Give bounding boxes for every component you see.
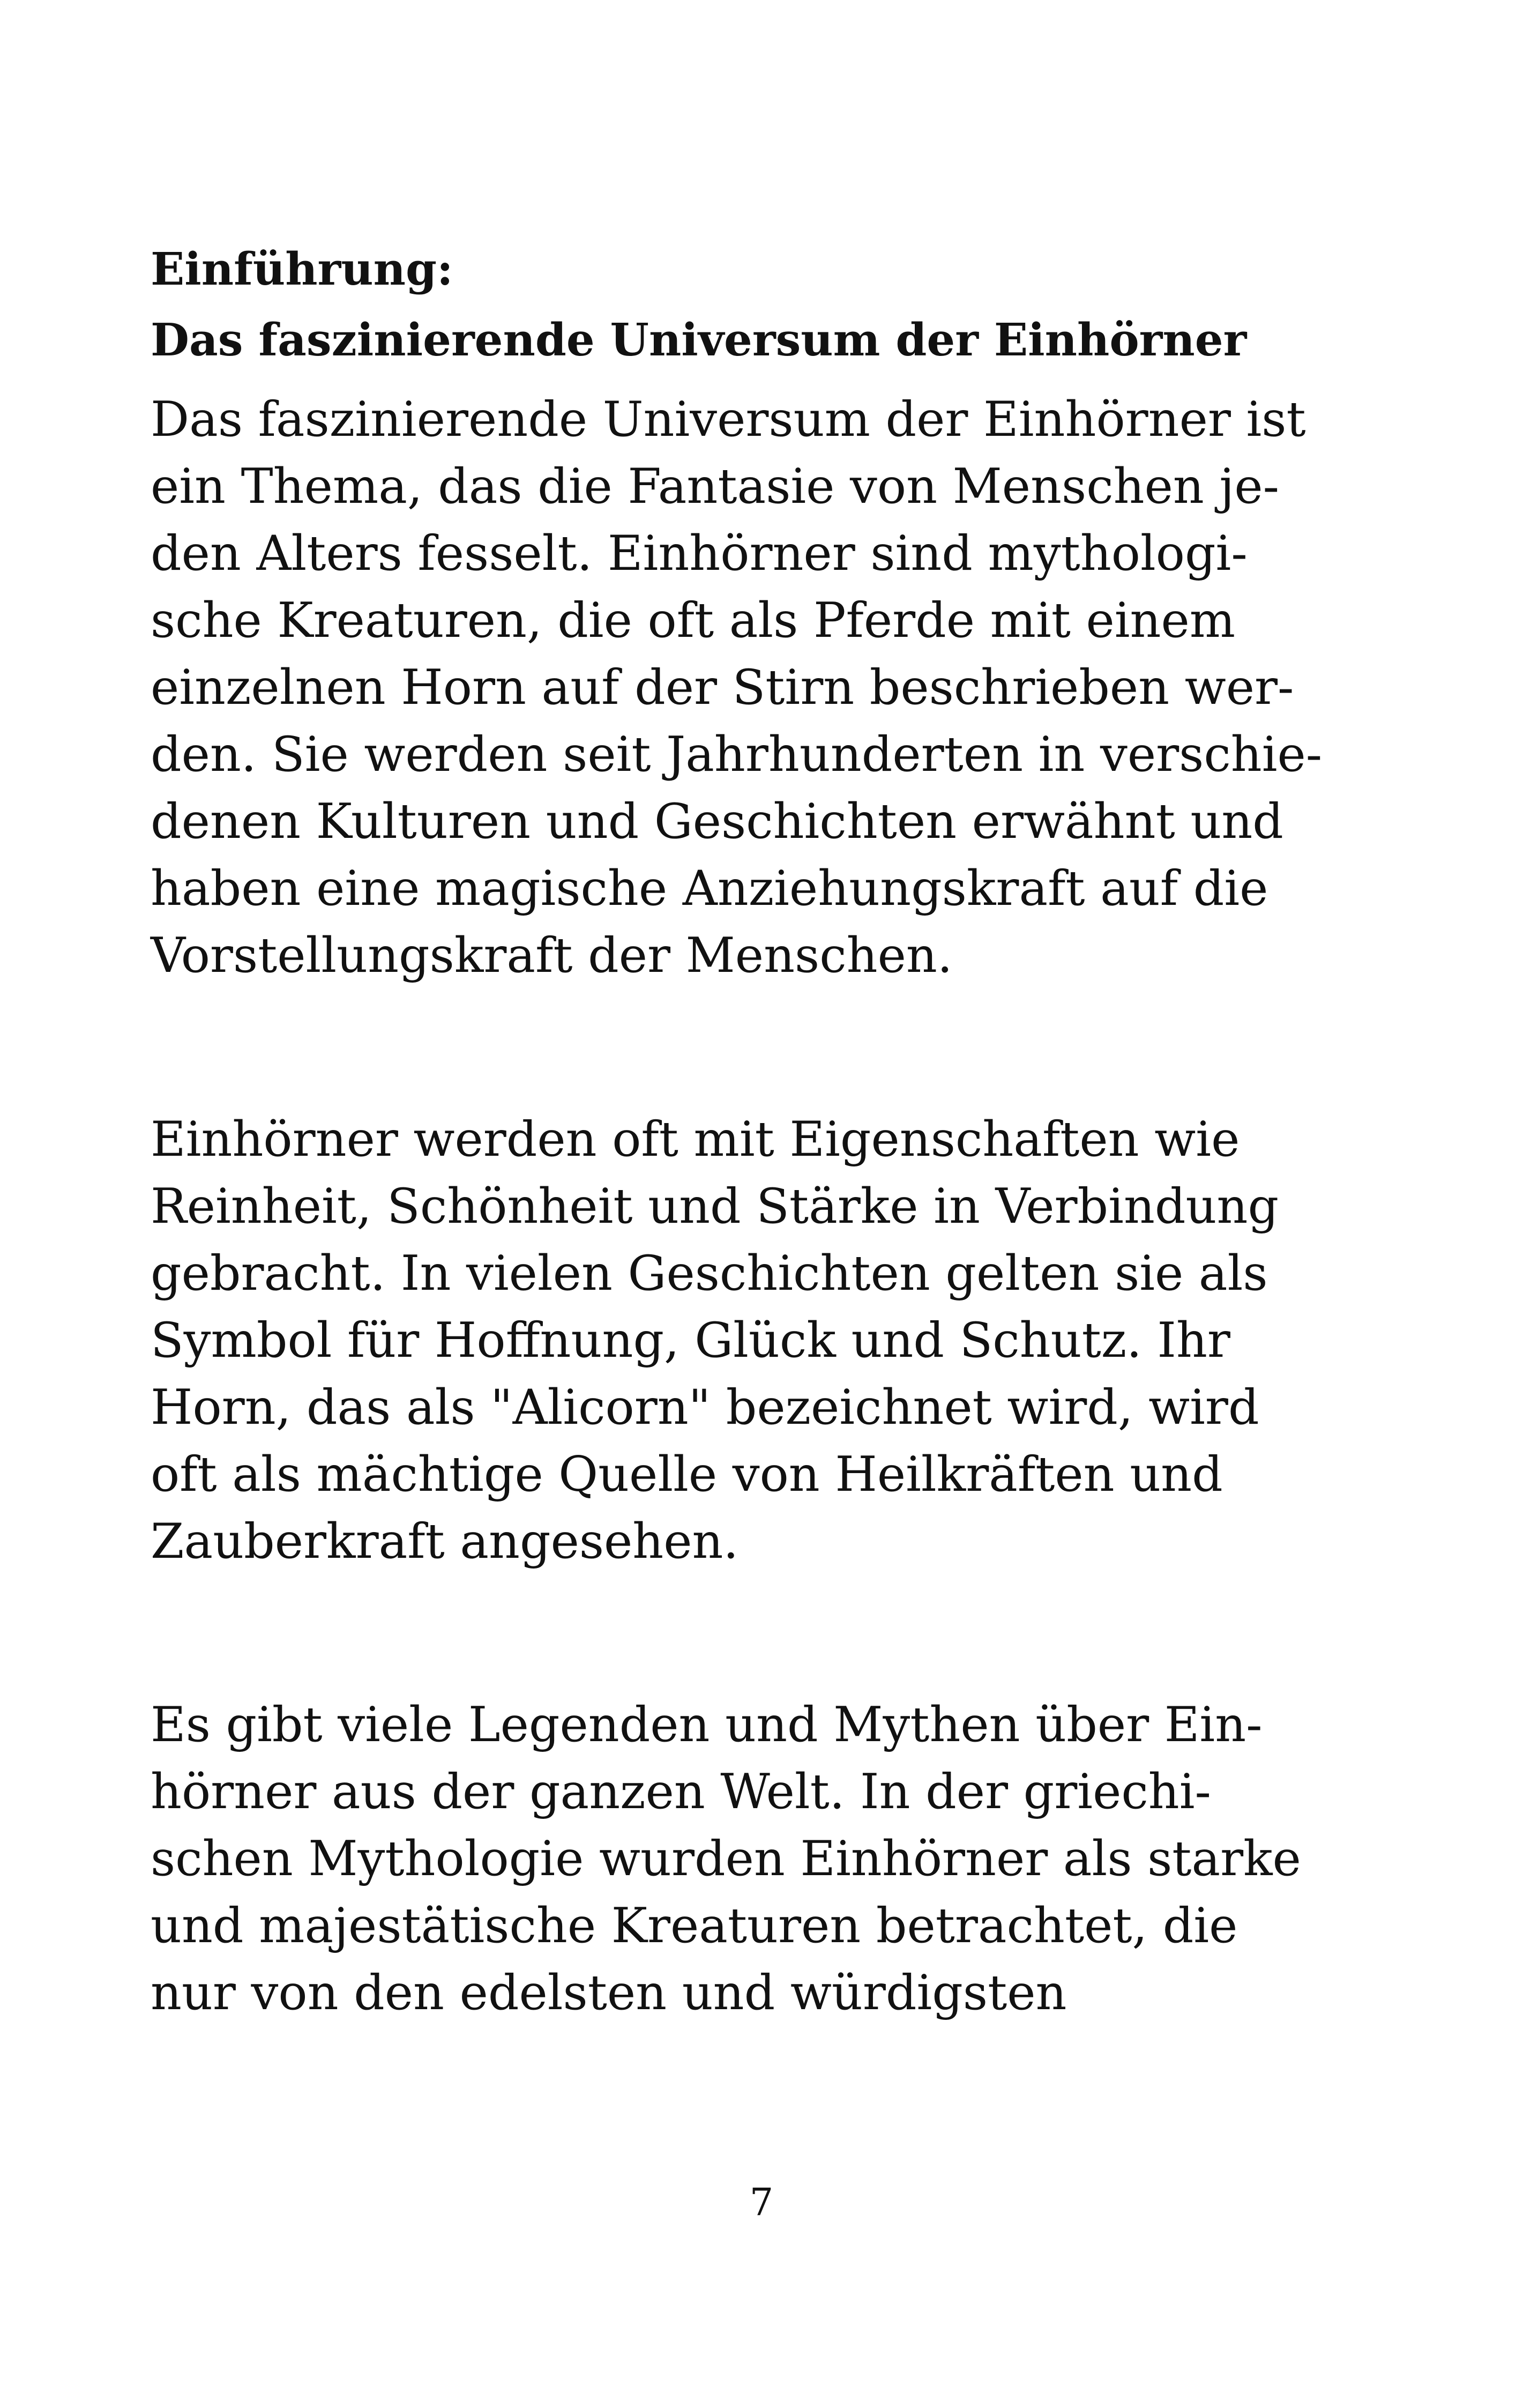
paragraph-line: hörner aus der ganzen Welt. In der griechi- — [151, 1764, 1211, 1820]
chapter-heading — [151, 234, 1246, 375]
paragraph-line: schen Mythologie wurden Einhörner als starke — [151, 1831, 1301, 1887]
paragraph-line: Horn, das als "Alicorn" bezeichnet wird, wird — [151, 1379, 1259, 1436]
page-number: 7 — [749, 2180, 774, 2224]
paragraph-line: den. Sie werden seit Jahrhunderten in verschie- — [151, 726, 1323, 783]
paragraph-1 — [151, 386, 1322, 989]
paragraph-line: oft als mächtige Quelle von Heilkräften und — [151, 1446, 1223, 1503]
paragraph-3 — [151, 1691, 1301, 2026]
paragraph-line: einzelnen Horn auf der Stirn beschrieben wer- — [151, 659, 1294, 716]
paragraph-line: Einhörner werden oft mit Eigenschaften wie — [151, 1111, 1240, 1168]
paragraph-line: Symbol für Hoffnung, Glück und Schutz. Ihr — [151, 1312, 1230, 1369]
paragraph-line: Das faszinierende Universum der Einhörner ist — [151, 391, 1306, 448]
paragraph-2 — [151, 1106, 1279, 1575]
paragraph-line: nur von den edelsten und würdigsten — [151, 1965, 1067, 2021]
paragraph-line: Es gibt viele Legenden und Mythen über Ein- — [151, 1697, 1263, 1753]
paragraph-line: Vorstellungskraft der Menschen. — [151, 927, 953, 984]
paragraph-line: denen Kulturen und Geschichten erwähnt und — [151, 793, 1283, 850]
chapter-heading-line-1: Einführung: — [151, 243, 453, 295]
paragraph-line: Reinheit, Schönheit und Stärke in Verbindung — [151, 1178, 1279, 1235]
paragraph-line: und majestätische Kreaturen betrachtet, die — [151, 1898, 1238, 1954]
chapter-heading-line-2: Das faszinierende Universum der Einhörner — [151, 314, 1247, 366]
paragraph-line: den Alters fesselt. Einhörner sind mythologi- — [151, 525, 1248, 582]
paragraph-line: ein Thema, das die Fantasie von Menschen je- — [151, 458, 1279, 515]
paragraph-line: Zauberkraft angesehen. — [151, 1513, 739, 1570]
paragraph-line: sche Kreaturen, die oft als Pferde mit einem — [151, 592, 1236, 649]
paragraph-line: haben eine magische Anziehungskraft auf die — [151, 860, 1268, 917]
paragraph-line: gebracht. In vielen Geschichten gelten sie als — [151, 1245, 1268, 1302]
